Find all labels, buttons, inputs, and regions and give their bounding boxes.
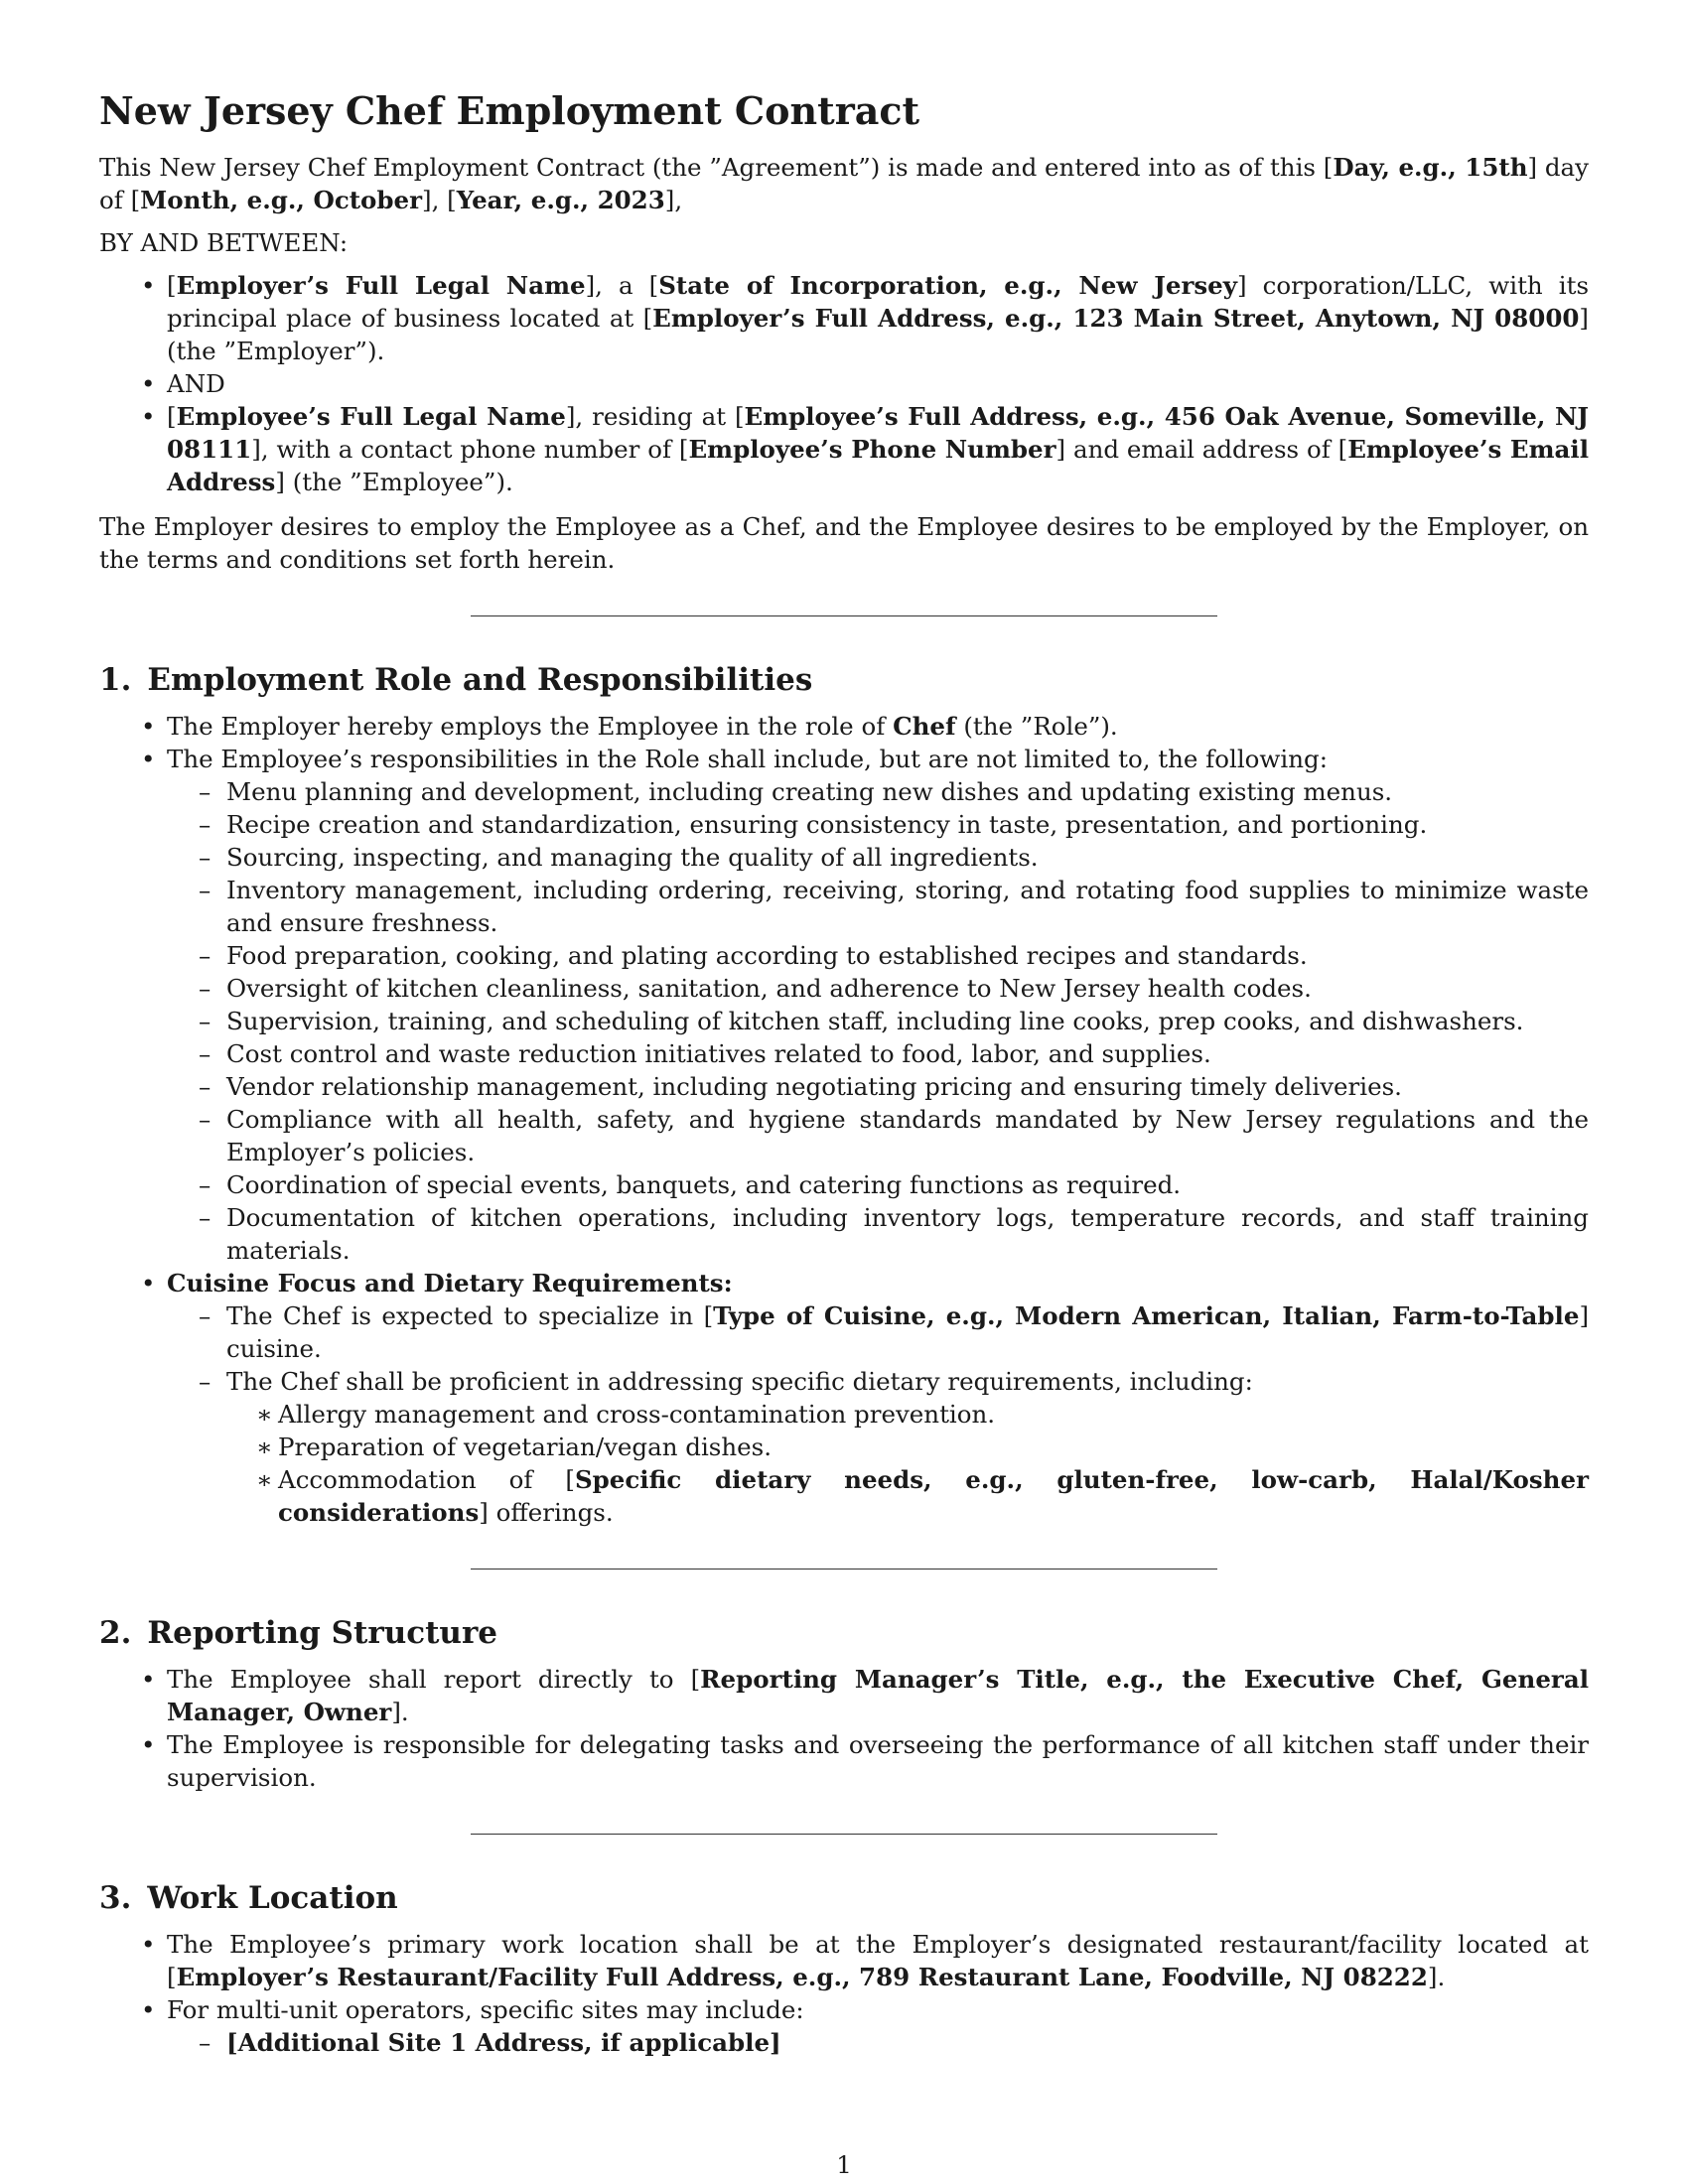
delegation-item: • The Employee is responsible for delegating tasks and overseeing the performance of all kitchen staff under their supervision.	[99, 1728, 1589, 1794]
dietary-item: – The Chef shall be proficient in addressing specific dietary requirements, including: ∗ Allergy management and cross-contamination prevention. ∗ Preparation of vegetarian/vegan dishes. ∗ Accommodation of [Specific dietary needs, e.g., gluten-free, low-carb, Halal/Kosher considerations] offerings.	[167, 1365, 1589, 1529]
and-item: • AND	[99, 367, 1589, 400]
list-item: – Compliance with all health, safety, and hygiene standards mandated by New Jersey regulations and the Employer’s policies.	[167, 1103, 1589, 1168]
page-title: New Jersey Chef Employment Contract	[99, 88, 920, 133]
list-item: – Sourcing, inspecting, and managing the quality of all ingredients.	[167, 841, 1589, 874]
reporting-list	[99, 1663, 1589, 1794]
cuisine-list	[167, 1299, 1589, 1529]
list-item: – Documentation of kitchen operations, including inventory logs, temperature records, and staff training materials.	[167, 1201, 1589, 1267]
sites-list	[167, 2026, 1589, 2059]
facility-address-placeholder: Employer’s Restaurant/Facility Full Address, e.g., 789 Restaurant Lane, Foodville, NJ 08222	[176, 1963, 1428, 1991]
report-item: • The Employee shall report directly to [Reporting Manager’s Title, e.g., the Executive Chef, General Manager, Owner].	[99, 1663, 1589, 1728]
list-item: – Menu planning and development, including creating new dishes and updating existing menus.	[167, 775, 1589, 808]
between-label: BY AND BETWEEN:	[99, 228, 349, 257]
intro-paragraph: This New Jersey Chef Employment Contract (the ”Agreement”) is made and entered into as of this [Day, e.g., 15th] day of [Month, e.g., October], [Year, e.g., 2023],	[99, 153, 1590, 214]
cuisine-type-placeholder: Type of Cuisine, e.g., Modern American, Italian, Farm-to-Table	[713, 1301, 1580, 1330]
employer-party: • [Employer’s Full Legal Name], a [State of Incorporation, e.g., New Jersey] corporation/LLC, with its principal place of business located at [Employer’s Full Address, e.g., 123 Main Street, Anytown, NJ 08000] (the ”Employer”).	[99, 269, 1589, 367]
state-placeholder: State of Incorporation, e.g., New Jersey	[658, 271, 1237, 300]
section-divider	[471, 1834, 1217, 1835]
employee-phone-placeholder: Employee’s Phone Number	[688, 435, 1056, 464]
responsibilities-item: • The Employee’s responsibilities in the Role shall include, but are not limited to, the following: – Menu planning and development, including creating new dishes and updating existing menus. – Recipe creation and standardization, ensuring consistency in taste, presentation, and portioning. – Sourcing, inspecting, and managing the quality of all ingredients. – Inventory management, including ordering, receiving, storing, and rotating food supplies to minimize waste and ensure freshness. – Food preparation, cooking, and plating according to established recipes and standards. – Oversight of kitchen cleanliness, sanitation, and adherence to New Jersey health codes. – Supervision, training, and scheduling of kitchen staff, including line cooks, prep cooks, and dishwashers. – Cost control and waste reduction initiatives related to food, labor, and supplies. – Vendor relationship management, including negotiating pricing and ensuring timely deliveries. – Compliance with all health, safety, and hygiene standards mandated by New Jersey regulations and the Employer’s policies. – Coordination of special events, banquets, and catering functions as required. – Documentation of kitchen operations, including inventory logs, temperature records, and staff training materials.	[99, 743, 1589, 1267]
list-item: – Vendor relationship management, including negotiating pricing and ensuring timely deliveries.	[167, 1070, 1589, 1103]
employee-party: • [Employee’s Full Legal Name], residing at [Employee’s Full Address, e.g., 456 Oak Avenue, Someville, NJ 08111], with a contact phone number of [Employee’s Phone Number] and email address of [Employee’s Email Address] (the ”Employee”).	[99, 400, 1589, 498]
manager-placeholder: Reporting Manager’s Title, e.g., the Executive Chef, General Manager, Owner	[167, 1665, 1589, 1726]
list-item: – Oversight of kitchen cleanliness, sanitation, and adherence to New Jersey health codes.	[167, 972, 1589, 1005]
employer-name-placeholder: Employer’s Full Legal Name	[176, 271, 586, 300]
location-list	[99, 1928, 1589, 2059]
purpose-paragraph: The Employer desires to employ the Employee as a Chef, and the Employee desires to be employed by the Employer, on the terms and conditions set forth herein.	[99, 512, 1589, 574]
list-item: – Food preparation, cooking, and plating according to established recipes and standards.	[167, 939, 1589, 972]
list-item: – Supervision, training, and scheduling of kitchen staff, including line cooks, prep cooks, and dishwashers.	[167, 1005, 1589, 1037]
employee-name-placeholder: Employee’s Full Legal Name	[176, 402, 566, 431]
section-heading: 2. Reporting Structure	[99, 1615, 498, 1651]
page-number: 1	[836, 2150, 852, 2179]
contract-body	[99, 87, 1589, 2071]
list-item: – Coordination of special events, banquets, and catering functions as required.	[167, 1168, 1589, 1201]
employer-address-placeholder: Employer’s Full Address, e.g., 123 Main Street, Anytown, NJ 08000	[652, 304, 1580, 333]
dietary-list	[226, 1398, 1589, 1529]
section-divider	[471, 615, 1217, 616]
list-item: – Cost control and waste reduction initiatives related to food, labor, and supplies.	[167, 1037, 1589, 1070]
section-divider	[471, 1569, 1217, 1570]
list-item: ∗ Preparation of vegetarian/vegan dishes.	[226, 1431, 1589, 1463]
responsibilities-list	[167, 775, 1589, 1267]
list-item: – Recipe creation and standardization, ensuring consistency in taste, presentation, and portioning.	[167, 808, 1589, 841]
multi-unit-item: • For multi-unit operators, specific sites may include: – [Additional Site 1 Address, if applicable]	[99, 1993, 1589, 2059]
accommodation-item: ∗ Accommodation of [Specific dietary needs, e.g., gluten-free, low-carb, Halal/Kosher considerations] offerings.	[226, 1463, 1589, 1529]
employee-email-placeholder: Employee’s Email Address	[167, 435, 1590, 496]
month-placeholder: Month, e.g., October	[140, 186, 423, 214]
site-item	[167, 2026, 1589, 2059]
section-heading: 3. Work Location	[99, 1880, 398, 1916]
section-heading: 1. Employment Role and Responsibilities	[99, 662, 813, 698]
cuisine-type-item: – The Chef is expected to specialize in [Type of Cuisine, e.g., Modern American, Italian, Farm-to-Table] cuisine.	[167, 1299, 1589, 1365]
year-placeholder: Year, e.g., 2023	[456, 186, 665, 214]
employee-address-placeholder: Employee’s Full Address, e.g., 456 Oak Avenue, Someville, NJ 08111	[167, 402, 1589, 464]
site-address-placeholder: [Additional Site 1 Address, if applicable]	[226, 2028, 781, 2057]
list-item: ∗ Allergy management and cross-contamination prevention.	[226, 1398, 1589, 1431]
cuisine-heading: Cuisine Focus and Dietary Requirements:	[167, 1269, 733, 1297]
dietary-needs-placeholder: Specific dietary needs, e.g., gluten-free, low-carb, Halal/Kosher considerations	[278, 1465, 1589, 1527]
role-name: Chef	[893, 712, 956, 741]
role-list	[99, 710, 1589, 1529]
day-placeholder: Day, e.g., 15th	[1333, 153, 1528, 182]
list-item: – Inventory management, including ordering, receiving, storing, and rotating food supplies to minimize waste and ensure freshness.	[167, 874, 1589, 939]
location-item: • The Employee’s primary work location shall be at the Employer’s designated restaurant/facility located at [Employer’s Restaurant/Facility Full Address, e.g., 789 Restaurant Lane, Foodville, NJ 08222].	[99, 1928, 1589, 1993]
role-item: • The Employer hereby employs the Employee in the role of Chef (the ”Role”).	[99, 710, 1589, 743]
parties-list	[99, 269, 1589, 498]
cuisine-item	[99, 1267, 1589, 1529]
